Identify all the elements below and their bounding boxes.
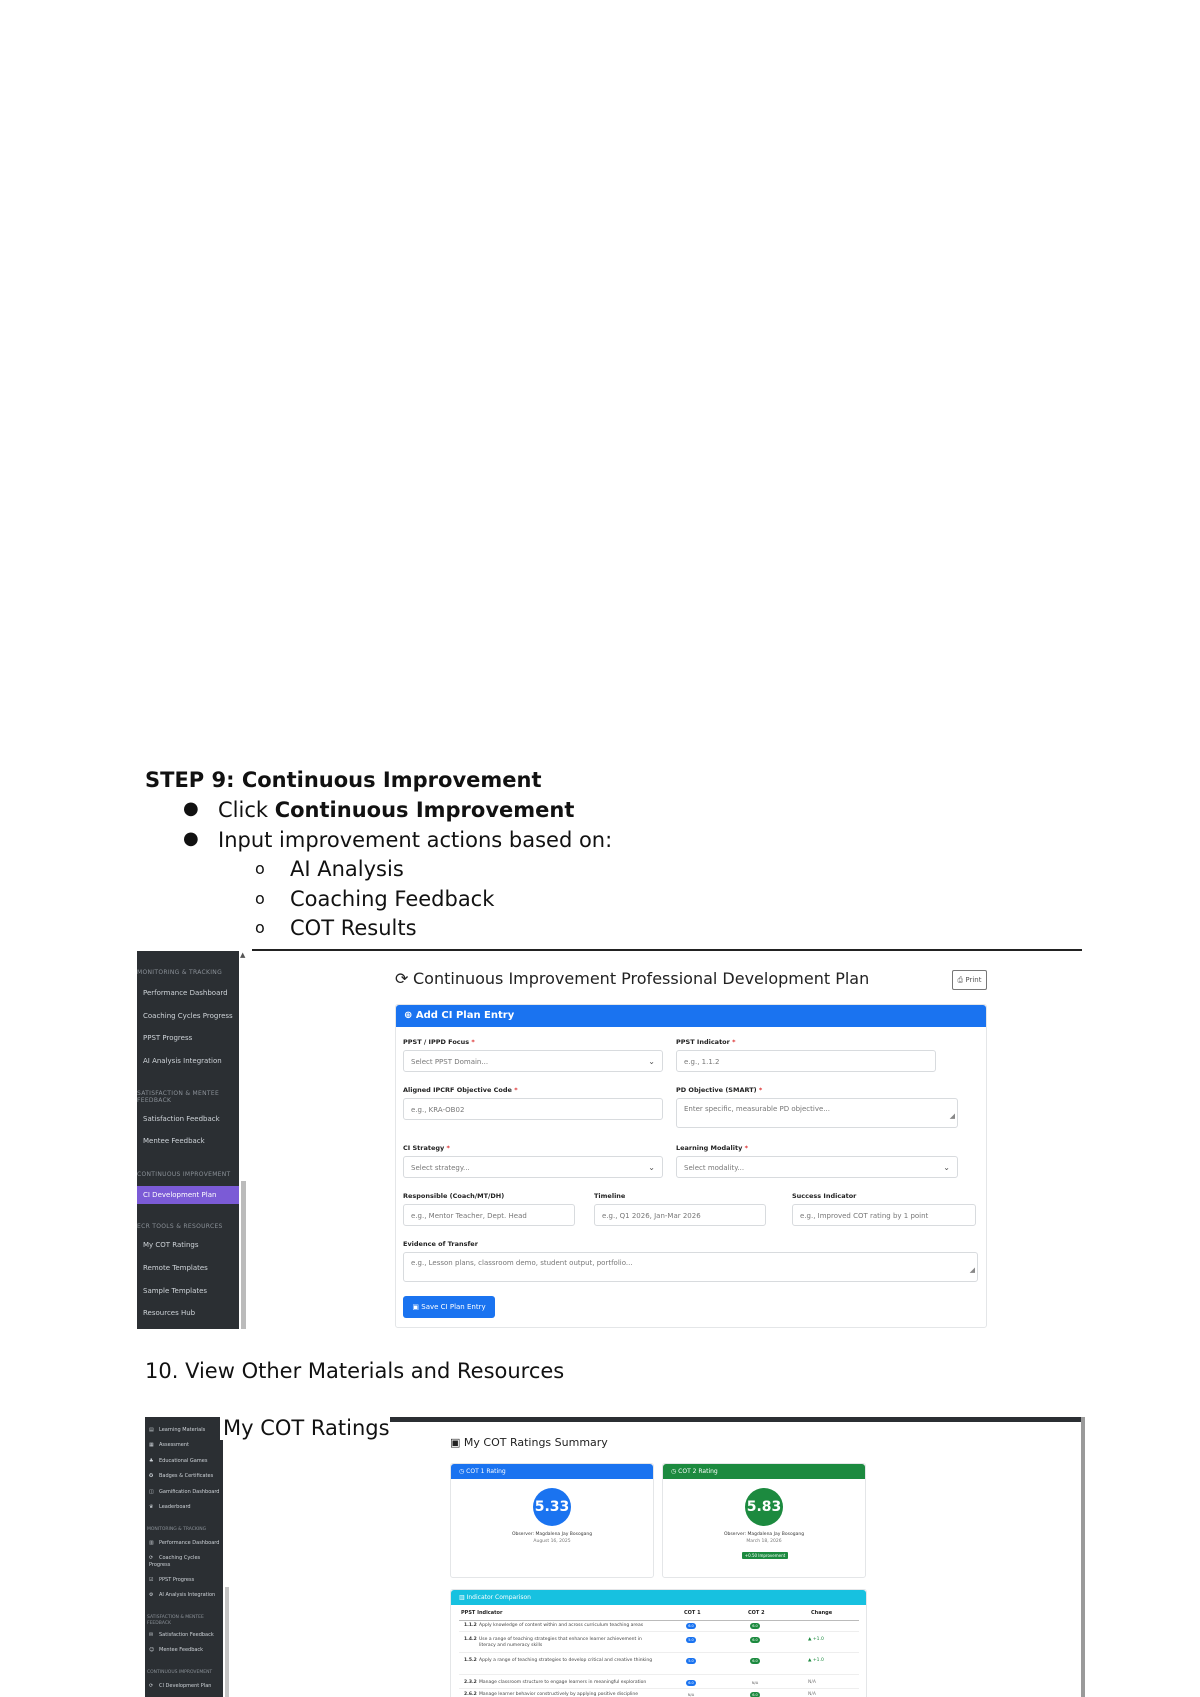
sidebar-item-educational-games[interactable]: Educational Games [159, 1458, 208, 1464]
timeline-input[interactable]: e.g., Q1 2026, Jan-Mar 2026 [594, 1204, 766, 1226]
success-indicator-label: Success Indicator [792, 1192, 857, 1200]
sidebar-scrollbar[interactable] [225, 1587, 229, 1697]
sidebar-item-performance-dashboard[interactable]: Performance Dashboard [143, 989, 228, 997]
sidebar-section: FEEDBACK [147, 1621, 171, 1626]
clipboard-icon: ▣ [450, 1436, 461, 1449]
row-divider [459, 1674, 859, 1675]
check-icon: ☑ [149, 1577, 154, 1583]
clipboard-icon: ▦ [149, 1442, 154, 1448]
sub-bullet-icon: o [255, 918, 265, 937]
ppst-indicator-label: PPST Indicator * [676, 1038, 736, 1046]
timeline-label: Timeline [594, 1192, 626, 1200]
sidebar-item-assessment[interactable]: Assessment [159, 1442, 189, 1448]
step9-subitem-2 [255, 887, 495, 911]
bullet-2-text: Input improvement actions based on: [218, 828, 613, 852]
ci-plan-screenshot [137, 949, 1082, 1329]
save-disk-icon: ▣ [412, 1303, 420, 1311]
subitem-text: AI Analysis [290, 857, 404, 881]
sidebar-section: ECR TOOLS & RESOURCES [137, 1223, 223, 1230]
cot1-score: 5.33 [533, 1488, 571, 1526]
chevron-down-icon: ⌄ [648, 1057, 655, 1066]
row-cot1: 6.0 [686, 1623, 696, 1629]
ci-strategy-label: CI Strategy * [403, 1144, 450, 1152]
row-desc: Manage classroom structure to engage learners in meaningful exploration [479, 1680, 647, 1685]
col-cot1: COT 1 [684, 1610, 701, 1616]
ppst-focus-select[interactable]: Select PPST Domain... ⌄ [403, 1050, 663, 1072]
resize-handle-icon[interactable]: ◢ [969, 1266, 975, 1274]
row-cot1: 6.0 [686, 1680, 696, 1686]
success-indicator-input[interactable]: e.g., Improved COT rating by 1 point [792, 1204, 976, 1226]
save-label: Save CI Plan Entry [421, 1303, 486, 1311]
cot2-observer: Observer: Magdalena Jay Bosogang [723, 1532, 805, 1537]
sidebar-item-remote-templates[interactable]: Remote Templates [143, 1264, 208, 1272]
step9-bullet-2 [183, 828, 613, 852]
book-icon: ▤ [149, 1427, 154, 1433]
bullet-1-prefix: Click [218, 798, 275, 822]
cot2-rating-card [662, 1463, 866, 1578]
cot1-header: ◷ COT 1 Rating [451, 1464, 653, 1479]
sidebar-item-ci-development-plan[interactable]: CI Development Plan [159, 1683, 212, 1689]
sidebar-item-coaching-cycles[interactable]: Coaching Cycles Progress [143, 1012, 233, 1020]
bullet-icon: ● [183, 828, 199, 849]
row-desc: Use a range of teaching strategies that enhance learner achievement in literacy and numeracy skills [479, 1637, 642, 1648]
row-desc: Apply knowledge of content within and across curriculum teaching areas [479, 1623, 644, 1628]
cot-ratings-screenshot [145, 1417, 1085, 1697]
row-cot2: 6.0 [750, 1658, 760, 1664]
ppst-indicator-input[interactable]: e.g., 1.1.2 [676, 1050, 936, 1072]
card-header [396, 1005, 986, 1027]
row-desc: Apply a range of teaching strategies to develop critical and creative thinking [479, 1658, 653, 1663]
header-divider [459, 1620, 859, 1621]
ci-strategy-select[interactable]: Select strategy... ⌄ [403, 1156, 663, 1178]
row-divider [459, 1688, 859, 1689]
row-desc: Manage learner behavior constructively by applying positive discipline [479, 1692, 639, 1697]
sidebar-scrollbar[interactable] [241, 1181, 246, 1329]
top-border [252, 949, 1082, 951]
chevron-down-icon: ⌄ [943, 1163, 950, 1172]
resize-handle-icon[interactable]: ◢ [949, 1112, 955, 1120]
sidebar-section: SATISFACTION & MENTEE [137, 1090, 220, 1097]
sidebar-section: FEEDBACK [137, 1097, 172, 1104]
refresh-cycle-icon: ⟳ [395, 969, 409, 988]
cot2-score: 5.83 [745, 1488, 783, 1526]
bar-chart-icon: ▥ [459, 1594, 465, 1601]
subitem-text: Coaching Feedback [290, 887, 495, 911]
cot2-header: ◷ COT 2 Rating [663, 1464, 865, 1479]
row-code: 1.4.2 [464, 1637, 477, 1642]
row-change: ▲ +1.0 [808, 1637, 824, 1642]
row-code: 1.1.2 [464, 1623, 477, 1628]
cycle-icon: ⟳ [149, 1555, 154, 1561]
pd-objective-textarea[interactable]: Enter specific, measurable PD objective... ◢ [676, 1098, 958, 1128]
print-button[interactable] [952, 970, 987, 990]
page-scrollbar[interactable] [1081, 1417, 1085, 1697]
sidebar-item-ai-analysis[interactable]: AI Analysis Integration [159, 1592, 216, 1598]
sidebar-item-performance-dashboard[interactable]: Performance Dashboard [159, 1540, 220, 1546]
subitem-text: COT Results [290, 916, 417, 940]
sidebar-item-gamification-dashboard[interactable]: Gamification Dashboard [159, 1489, 220, 1495]
indicator-comparison-card [450, 1589, 867, 1697]
row-cot2: 6.0 [750, 1692, 760, 1697]
chart-icon: ▥ [149, 1540, 154, 1546]
dashboard-icon: ◫ [149, 1489, 154, 1495]
sub-bullet-icon: o [255, 889, 265, 908]
clock-icon: ◷ [459, 1468, 465, 1475]
sidebar-item-resources-hub[interactable]: Resources Hub [143, 1309, 196, 1317]
page-title-text: Continuous Improvement Professional Development Plan [413, 969, 870, 988]
chevron-down-icon: ⌄ [648, 1163, 655, 1172]
row-cot2: 6.0 [750, 1637, 760, 1643]
my-cot-ratings-heading: My COT Ratings [220, 1417, 390, 1440]
cot1-observer: Observer: Magdalena Jay Bosogang [511, 1532, 593, 1537]
sidebar-item-leaderboard[interactable]: Leaderboard [159, 1504, 191, 1510]
col-ppst-indicator: PPST Indicator [461, 1610, 503, 1616]
ipcrf-code-input[interactable]: e.g., KRA-OB02 [403, 1098, 663, 1120]
step9-subitem-3 [255, 916, 417, 940]
sub-bullet-icon: o [255, 859, 265, 878]
bullet-icon: ● [183, 798, 199, 819]
sidebar-item-my-cot-ratings[interactable]: My COT Ratings [143, 1241, 199, 1249]
col-change: Change [811, 1610, 833, 1616]
step9-title: STEP 9: Continuous Improvement [145, 768, 542, 792]
summary-title: ▣ My COT Ratings Summary [450, 1436, 608, 1449]
cot1-date: August 16, 2025 [533, 1539, 571, 1544]
sidebar-item-ai-analysis[interactable]: AI Analysis Integration [143, 1057, 222, 1065]
row-code: 2.6.2 [464, 1692, 477, 1697]
row-cot1: N/A [687, 1693, 695, 1697]
row-change: N/A [808, 1692, 816, 1697]
save-ci-plan-button[interactable] [403, 1296, 495, 1318]
pd-objective-label: PD Objective (SMART) * [676, 1086, 763, 1094]
ci-plan-entry-card [395, 1004, 987, 1328]
page-title [395, 969, 869, 988]
sidebar-section: MONITORING & TRACKING [137, 969, 223, 976]
row-change: ▲ +1.0 [808, 1658, 824, 1663]
scroll-up-icon[interactable]: ▲ [240, 951, 246, 959]
sidebar-section: CONTINUOUS IMPROVEMENT [137, 1171, 231, 1178]
clock-icon: ◷ [671, 1468, 677, 1475]
bullet-1-bold: Continuous Improvement [274, 798, 575, 822]
ppst-focus-label: PPST / IPPD Focus * [403, 1038, 475, 1046]
sidebar-item-ppst-progress[interactable]: PPST Progress [159, 1577, 195, 1583]
row-cot2: 6.0 [750, 1623, 760, 1629]
ipcrf-code-label: Aligned IPCRF Objective Code * [403, 1086, 518, 1094]
improvement-badge: +0.50 Improvement [742, 1552, 788, 1559]
sidebar-section: CONTINUOUS IMPROVEMENT [147, 1670, 213, 1675]
learning-modality-label: Learning Modality * [676, 1144, 748, 1152]
comment-icon: ✉ [149, 1632, 154, 1638]
robot-icon: ⚙ [149, 1592, 154, 1598]
trophy-icon: ♛ [149, 1504, 154, 1510]
sidebar-item-satisfaction-feedback[interactable]: Satisfaction Feedback [143, 1115, 220, 1123]
row-cot1: 5.0 [686, 1658, 696, 1664]
row-divider [459, 1652, 859, 1653]
responsible-label: Responsible (Coach/MT/DH) [403, 1192, 505, 1200]
row-code: 1.5.2 [464, 1658, 477, 1663]
row-cot2: N/A [751, 1681, 759, 1685]
col-cot2: COT 2 [748, 1610, 765, 1616]
card-title: Add CI Plan Entry [415, 1010, 515, 1021]
sidebar-item-progress[interactable]: Progress [149, 1562, 171, 1568]
step9-subitem-1 [255, 857, 404, 881]
print-label: Print [965, 976, 982, 984]
user-icon: ☺ [149, 1647, 155, 1653]
step10-title: 10. View Other Materials and Resources [145, 1359, 565, 1383]
sidebar-item-badges[interactable]: Badges & Certificates [159, 1473, 214, 1479]
printer-icon: ⎙ [957, 976, 964, 984]
sidebar-item-mentee-feedback[interactable]: Mentee Feedback [159, 1647, 204, 1653]
cot2-date: March 18, 2026 [746, 1539, 782, 1544]
evidence-textarea[interactable]: e.g., Lesson plans, classroom demo, student output, portfolio... ◢ [403, 1252, 978, 1282]
cot1-rating-card [450, 1463, 654, 1578]
refresh-cycle-icon: ⟳ [149, 1683, 154, 1689]
sidebar-section: MONITORING & TRACKING [147, 1527, 207, 1532]
row-divider [459, 1631, 859, 1632]
evidence-label: Evidence of Transfer [403, 1240, 478, 1248]
step9-bullet-1 [183, 798, 575, 822]
sidebar-item-coaching-cycles[interactable]: Coaching Cycles [159, 1555, 201, 1561]
row-cot1: 5.0 [686, 1637, 696, 1643]
sidebar-item-learning-materials[interactable]: Learning Materials [159, 1427, 206, 1433]
sidebar [137, 951, 239, 1329]
sidebar-item-satisfaction-feedback[interactable]: Satisfaction Feedback [159, 1632, 214, 1638]
comparison-header: ▥ Indicator Comparison [451, 1590, 866, 1605]
sidebar-item-sample-templates[interactable]: Sample Templates [143, 1287, 208, 1295]
badge-icon: ✪ [149, 1473, 154, 1479]
row-code: 2.3.2 [464, 1680, 477, 1685]
sidebar-item-mentee-feedback[interactable]: Mentee Feedback [143, 1137, 205, 1145]
sidebar [145, 1422, 223, 1697]
sidebar-section: SATISFACTION & MENTEE [147, 1615, 204, 1620]
sidebar-item-ci-development-plan[interactable]: CI Development Plan [137, 1186, 239, 1204]
row-change: N/A [808, 1680, 816, 1685]
responsible-input[interactable]: e.g., Mentor Teacher, Dept. Head [403, 1204, 575, 1226]
plus-circle-icon: ⊕ [404, 1010, 413, 1021]
sidebar-item-ppst-progress[interactable]: PPST Progress [143, 1034, 193, 1042]
learning-modality-select[interactable]: Select modality... ⌄ [676, 1156, 958, 1178]
gamepad-icon: ♣ [149, 1458, 154, 1464]
